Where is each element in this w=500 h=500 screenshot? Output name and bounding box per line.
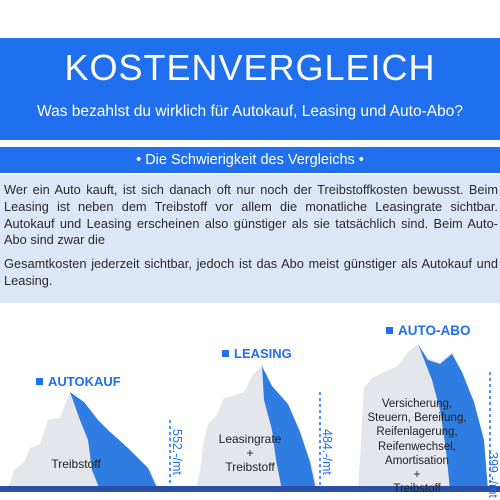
- option-label-leasing: LEASING: [222, 346, 292, 361]
- section-heading: • Die Schwierigkeit des Vergleichs •: [0, 147, 500, 173]
- monthly-cost-autokauf: 552.-/mt: [170, 429, 184, 475]
- intro-paragraph-2: Gesamtkosten jederzeit sichtbar, jedoch ist das Abo meist günstiger als Autokauf und Leasing.: [4, 256, 498, 288]
- square-bullet-icon: [36, 378, 43, 385]
- option-label-autokauf: AUTOKAUF: [36, 374, 121, 389]
- option-label-auto-abo: AUTO-ABO: [386, 323, 471, 338]
- square-bullet-icon: [386, 327, 393, 334]
- square-bullet-icon: [222, 350, 229, 357]
- visible-costs-auto-abo: Versicherung, Steuern, Bereifung, Reifenlagerung, Reifenwechsel, Amortisation + Treibstoff: [367, 398, 467, 496]
- iceberg-autokauf: [8, 392, 160, 490]
- monthly-cost-leasing: 484.-/mt: [320, 429, 334, 475]
- visible-costs-leasing: Leasingrate + Treibstoff: [218, 432, 282, 474]
- page-title: KOSTENVERGLEICH: [64, 47, 436, 88]
- intro-paragraph-1: Wer ein Auto kauft, ist sich danach oft nur noch der Treibstoffkosten bewusst. Beim Leasing ist neben dem Treibstoff vor allem die monatliche Leasingrate sichtbar. Autokauf und Leasing erscheinen also günstiger als sie tatsächlich sind. Beim Auto-Abo sind zwar die: [4, 182, 498, 248]
- visible-costs-autokauf: Treibstoff: [51, 457, 101, 471]
- monthly-cost-auto-abo: 399.-/mt: [486, 452, 500, 498]
- page-subtitle: Was bezahlst du wirklich für Autokauf, Leasing und Auto-Abo?: [37, 103, 463, 120]
